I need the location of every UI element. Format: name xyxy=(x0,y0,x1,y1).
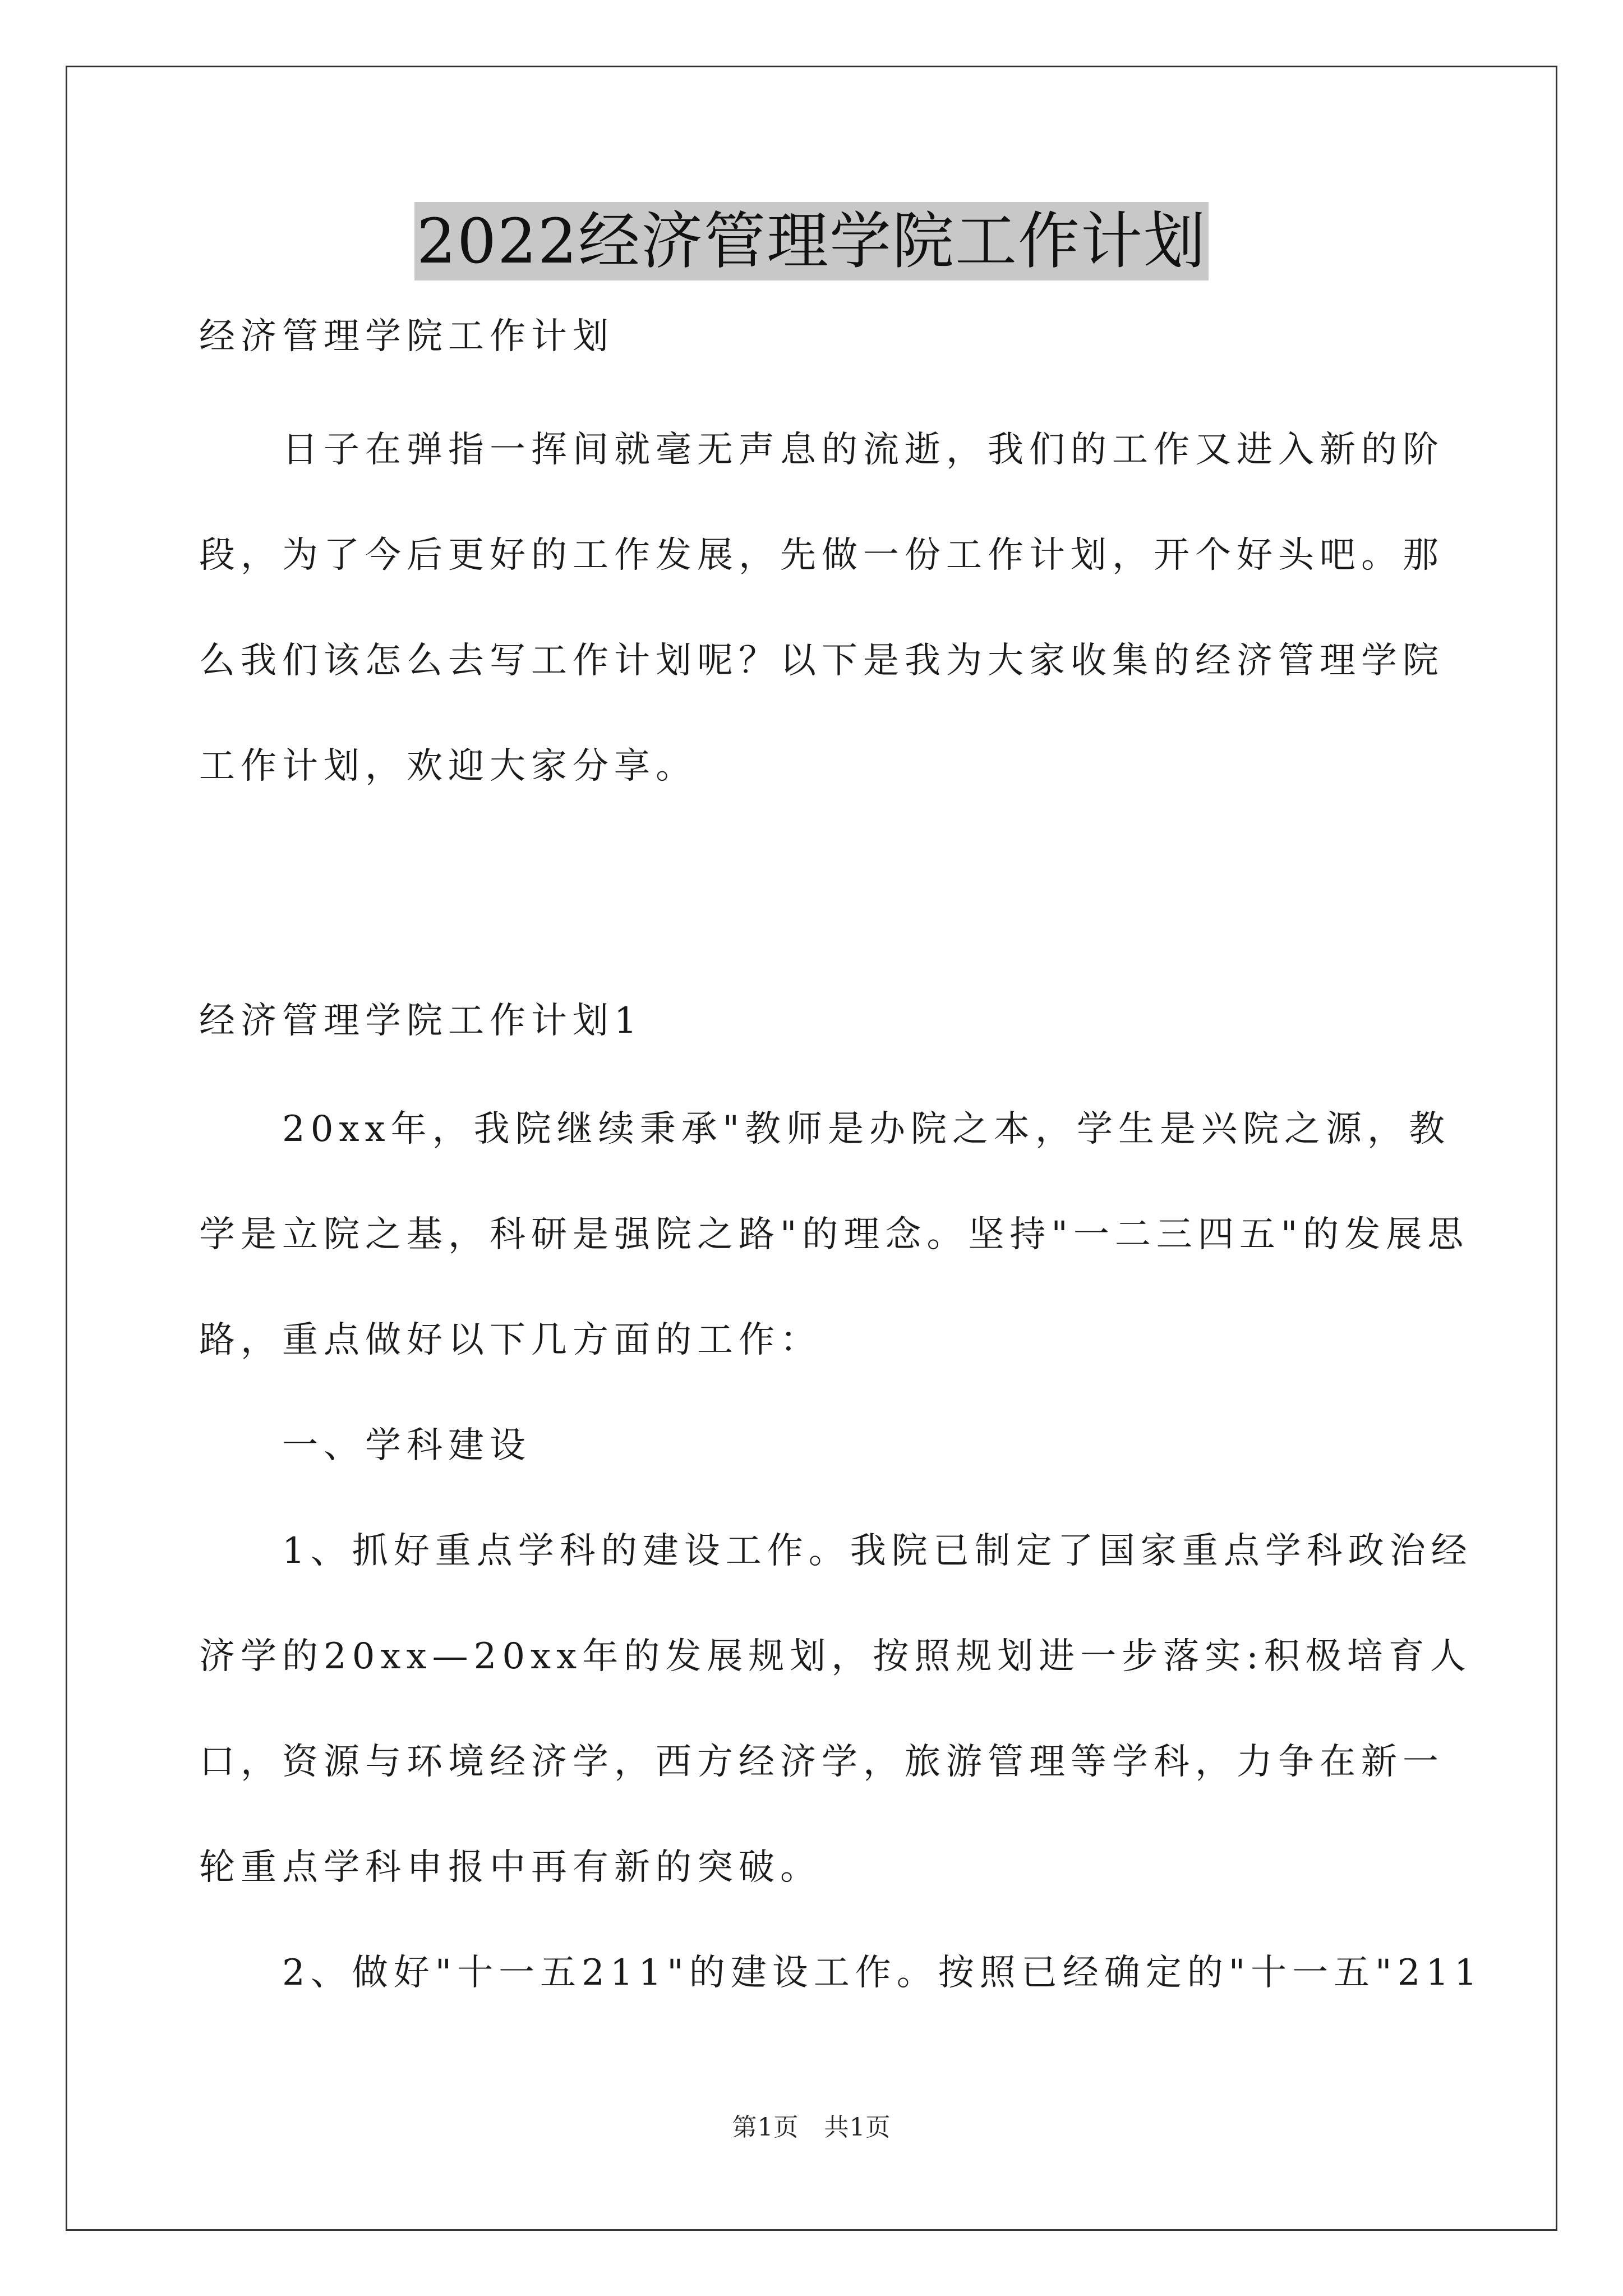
body-line: 2、做好"十一五211"的建设工作。按照已经确定的"十一五"211 xyxy=(199,1952,1483,1994)
document-title: 2022经济管理学院工作计划 xyxy=(414,202,1209,280)
body-line: 学是立院之基，科研是强院之路"的理念。坚持"一二三四五"的发展思 xyxy=(199,1214,1469,1255)
body-line: 么我们该怎么去写工作计划呢？以下是我为大家收集的经济管理学院 xyxy=(199,640,1444,682)
page-footer: 第1页 共1页 xyxy=(732,2113,891,2142)
subtitle-line: 经济管理学院工作计划 xyxy=(199,316,614,357)
body-line: 口，资源与环境经济学，西方经济学，旅游管理等学科，力争在新一 xyxy=(199,1741,1444,1783)
body-line: 轮重点学科申报中再有新的突破。 xyxy=(199,1847,822,1888)
sub-heading: 一、学科建设 xyxy=(199,1425,531,1466)
body-line: 20xx年，我院继续秉承"教师是办院之本，学生是兴院之源，教 xyxy=(199,1108,1451,1150)
body-line: 工作计划，欢迎大家分享。 xyxy=(199,746,697,787)
body-line: 1、抓好重点学科的建设工作。我院已制定了国家重点学科政治经 xyxy=(199,1530,1473,1572)
title-container xyxy=(0,202,1623,280)
body-line: 路，重点做好以下几方面的工作： xyxy=(199,1319,822,1361)
section-heading: 经济管理学院工作计划1 xyxy=(199,1000,643,1042)
body-line: 段，为了今后更好的工作发展，先做一份工作计划，开个好头吧。那 xyxy=(199,535,1444,576)
body-line: 济学的20xx—20xx年的发展规划，按照规划进一步落实:积极培育人 xyxy=(199,1636,1472,1677)
body-line: 日子在弹指一挥间就毫无声息的流逝，我们的工作又进入新的阶 xyxy=(199,429,1444,471)
